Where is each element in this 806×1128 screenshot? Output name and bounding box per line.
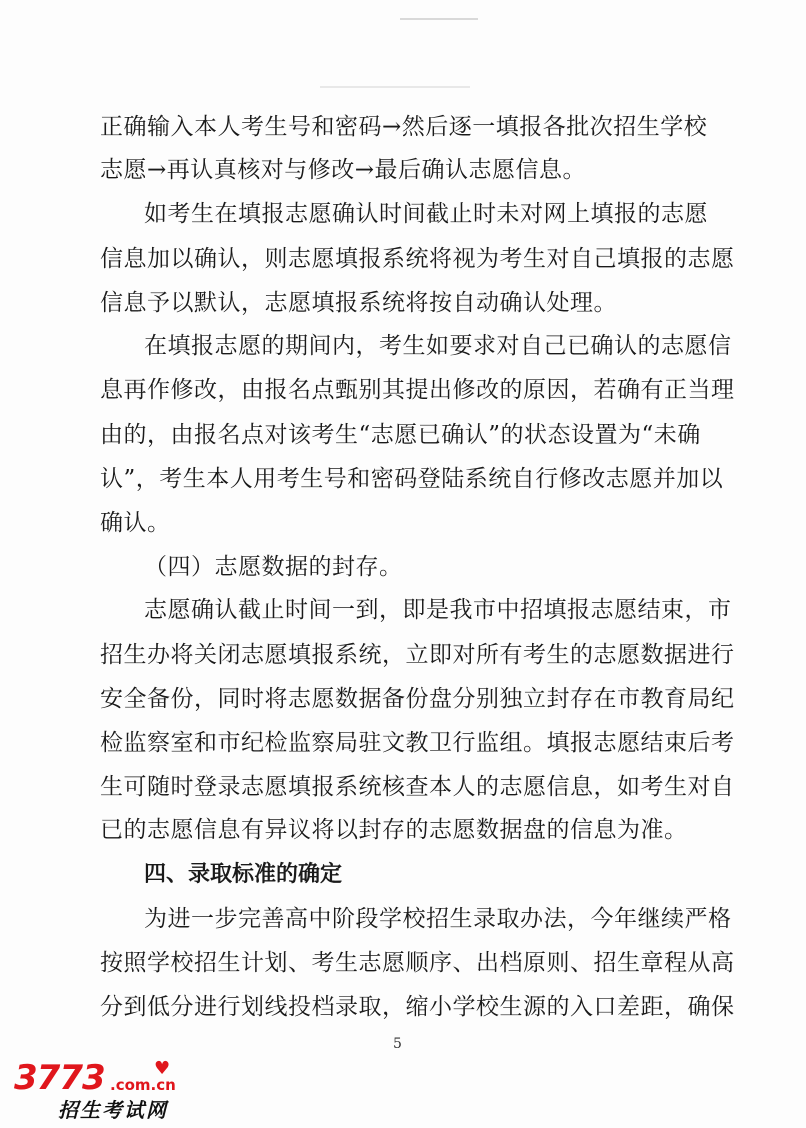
section-subheading: （四）志愿数据的封存。 <box>144 554 403 580</box>
paragraph-line: 志愿确认截止时间一到，即是我市中招填报志愿结束，市 <box>144 597 732 623</box>
paragraph-line: 信息予以默认，志愿填报系统将按自动确认处理。 <box>100 290 617 316</box>
paragraph-line: 为进一步完善高中阶段学校招生录取办法，今年继续严格 <box>144 906 732 932</box>
site-watermark-logo <box>14 1058 184 1120</box>
paragraph-line: 确认。 <box>100 510 171 536</box>
paragraph-line: 志愿→再认真核对与修改→最后确认志愿信息。 <box>100 157 587 183</box>
watermark-domain: .com.cn <box>110 1076 176 1094</box>
paragraph-line: 安全备份，同时将志愿数据备份盘分别独立封存在市教育局纪 <box>100 686 735 712</box>
page-number: 5 <box>393 1036 402 1052</box>
paragraph-line: 由的，由报名点对该考生“志愿已确认”的状态设置为“未确 <box>100 422 701 448</box>
paragraph-line: 认”，考生本人用考生号和密码登陆系统自行修改志愿并加以 <box>100 466 724 492</box>
heart-icon: ♥ <box>154 1058 171 1079</box>
section-heading: 四、录取标准的确定 <box>144 862 343 887</box>
paragraph-line: 按照学校招生计划、考生志愿顺序、出档原则、招生章程从高 <box>100 950 735 976</box>
paragraph-line: 生可随时登录志愿填报系统核查本人的志愿信息，如考生对自 <box>100 774 735 800</box>
paragraph-line: 正确输入本人考生号和密码→然后逐一填报各批次招生学校 <box>100 114 708 140</box>
paragraph-line: 如考生在填报志愿确认时间截止时未对网上填报的志愿 <box>144 201 708 227</box>
watermark-tagline: 招生考试网 <box>58 1098 168 1122</box>
paragraph-line: 已的志愿信息有异议将以封存的志愿数据盘的信息为准。 <box>100 817 688 843</box>
paragraph-line: 信息加以确认，则志愿填报系统将视为考生对自己填报的志愿 <box>100 246 735 272</box>
scan-artifact <box>400 18 478 20</box>
paragraph-line: 分到低分进行划线投档录取，缩小学校生源的入口差距，确保 <box>100 994 735 1020</box>
paragraph-line: 招生办将关闭志愿填报系统，立即对所有考生的志愿数据进行 <box>100 642 735 668</box>
watermark-number: 3773 <box>14 1058 105 1098</box>
paragraph-line: 检监察室和市纪检监察局驻文教卫行监组。填报志愿结束后考 <box>100 730 735 756</box>
scan-artifact <box>320 86 470 88</box>
paragraph-line: 在填报志愿的期间内，考生如要求对自己已确认的志愿信 <box>144 333 732 359</box>
paragraph-line: 息再作修改，由报名点甄别其提出修改的原因，若确有正当理 <box>100 377 735 403</box>
